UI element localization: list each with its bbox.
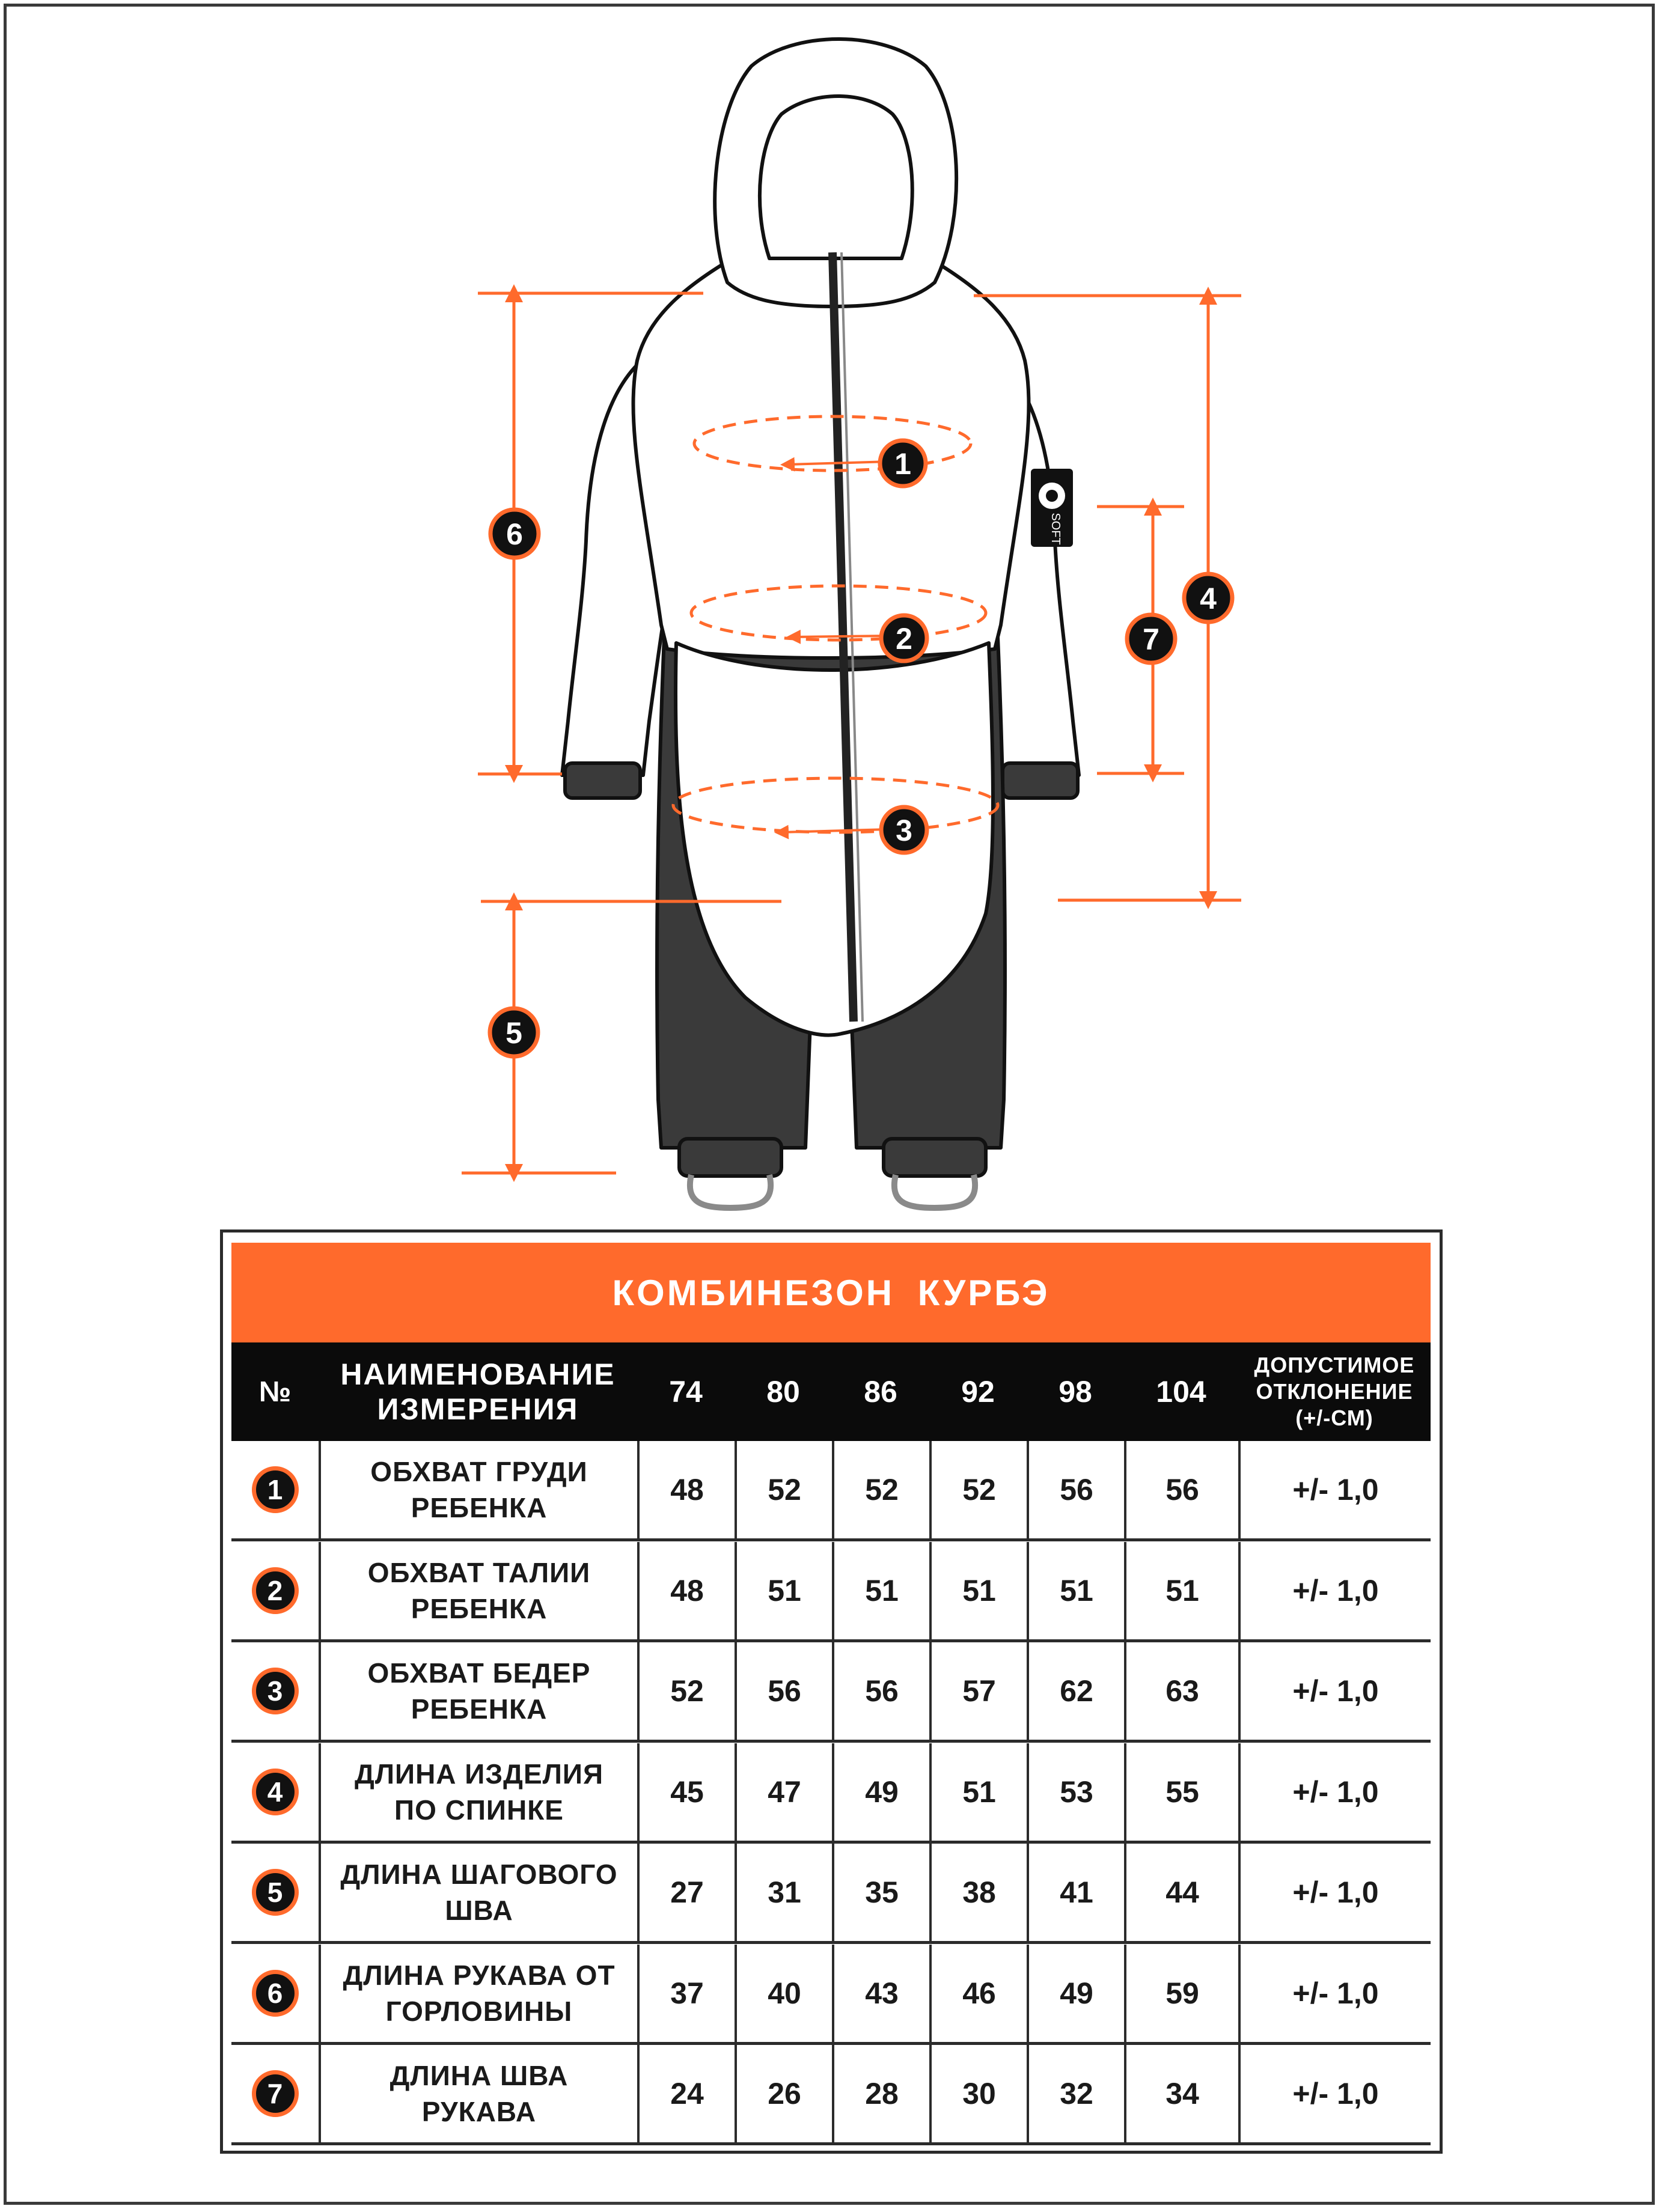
size-value-104: 34 [1124,2045,1238,2145]
tolerance-value: +/- 1,0 [1238,1743,1431,1844]
size-value-74: 37 [637,1945,735,2045]
size-value-92: 51 [929,1542,1027,1642]
header-size-92: 92 [961,1375,995,1409]
row-number-cell [231,1642,319,1743]
header-size-86: 86 [864,1375,897,1409]
tolerance-value: +/- 1,0 [1238,1945,1431,2045]
table-row [231,1542,1431,1642]
row-number-cell [231,2045,319,2145]
size-value-98: 51 [1027,1542,1124,1642]
row-number-cell [231,1945,319,2045]
size-value-104: 59 [1124,1945,1238,2045]
size-value-92: 57 [929,1642,1027,1743]
row-number-cell [231,1844,319,1944]
measurement-name: ОБХВАТ БЕДЕР РЕБЕНКА [319,1642,637,1743]
size-value-104: 63 [1124,1642,1238,1743]
size-value-92: 51 [929,1743,1027,1844]
svg-text:2: 2 [896,622,912,656]
row-number-badge: 3 [252,1668,299,1714]
row-number-badge: 4 [252,1769,299,1815]
measurement-name: ДЛИНА РУКАВА ОТ ГОРЛОВИНЫ [319,1945,637,2045]
row-number-cell [231,1743,319,1844]
header-size-104: 104 [1156,1375,1206,1409]
size-value-86: 35 [832,1844,929,1944]
callout-2 [881,615,927,661]
header-size-98: 98 [1059,1375,1092,1409]
size-value-98: 53 [1027,1743,1124,1844]
measurement-name: ДЛИНА ШВА РУКАВА [319,2045,637,2145]
size-value-80: 56 [735,1642,832,1743]
size-value-86: 43 [832,1945,929,2045]
tolerance-value: +/- 1,0 [1238,1642,1431,1743]
header-tolerance: ДОПУСТИМОЕ ОТКЛОНЕНИЕ (+/-СМ) [1254,1353,1415,1430]
measurement-name: ОБХВАТ ТАЛИИ РЕБЕНКА [319,1542,637,1642]
table-body [231,1441,1431,2146]
size-value-92: 38 [929,1844,1027,1944]
svg-text:3: 3 [896,814,912,847]
table-row [231,1642,1431,1743]
row-number-cell [231,1441,319,1541]
header-size-80: 80 [766,1375,800,1409]
size-value-74: 24 [637,2045,735,2145]
tolerance-value: +/- 1,0 [1238,1441,1431,1541]
table-row [231,2045,1431,2145]
measurement-name: ОБХВАТ ГРУДИ РЕБЕНКА [319,1441,637,1541]
callout-6 [490,510,539,558]
measurement-name: ДЛИНА ШАГОВОГО ШВА [319,1844,637,1944]
table-row [231,1743,1431,1844]
header-size-74: 74 [669,1375,703,1409]
callout-1 [880,440,926,486]
row-number-badge: 1 [252,1466,299,1513]
header-number: № [258,1376,292,1408]
size-value-104: 56 [1124,1441,1238,1541]
measurement-name: ДЛИНА ИЗДЕЛИЯ ПО СПИНКЕ [319,1743,637,1844]
size-value-104: 51 [1124,1542,1238,1642]
callout-7 [1127,615,1175,663]
tolerance-value: +/- 1,0 [1238,2045,1431,2145]
size-value-80: 47 [735,1743,832,1844]
size-value-98: 49 [1027,1945,1124,2045]
svg-text:7: 7 [1143,623,1159,656]
brand-badge-label: SOFT [1049,513,1062,545]
svg-text:4: 4 [1200,582,1217,615]
size-table [231,1243,1431,2146]
size-value-98: 32 [1027,2045,1124,2145]
row-number-badge: 2 [252,1567,299,1614]
size-value-92: 52 [929,1441,1027,1541]
callout-4 [1184,574,1232,622]
size-value-74: 52 [637,1642,735,1743]
size-value-86: 28 [832,2045,929,2145]
size-value-80: 26 [735,2045,832,2145]
size-value-74: 48 [637,1542,735,1642]
size-value-80: 51 [735,1542,832,1642]
jumpsuit-drawing [562,39,1079,1208]
table-row [231,1945,1431,2045]
table-row [231,1844,1431,1944]
tolerance-value: +/- 1,0 [1238,1844,1431,1944]
size-value-92: 30 [929,2045,1027,2145]
size-value-92: 46 [929,1945,1027,2045]
table-title: КОМБИНЕЗОН КУРБЭ [231,1243,1431,1342]
brand-badge [1031,469,1073,547]
row-number-cell [231,1542,319,1642]
callout-5 [490,1008,538,1056]
size-value-104: 44 [1124,1844,1238,1944]
size-value-98: 56 [1027,1441,1124,1541]
size-value-74: 27 [637,1844,735,1944]
size-value-74: 48 [637,1441,735,1541]
row-number-badge: 5 [252,1869,299,1916]
size-value-80: 40 [735,1945,832,2045]
size-value-74: 45 [637,1743,735,1844]
size-value-86: 52 [832,1441,929,1541]
table-row [231,1441,1431,1541]
svg-text:5: 5 [506,1016,522,1050]
row-number-badge: 7 [252,2070,299,2117]
size-value-98: 62 [1027,1642,1124,1743]
svg-text:6: 6 [506,517,523,551]
size-value-86: 51 [832,1542,929,1642]
svg-text:1: 1 [894,447,911,481]
size-value-86: 49 [832,1743,929,1844]
size-value-80: 52 [735,1441,832,1541]
header-measurement-name: НАИМЕНОВАНИЕ ИЗМЕРЕНИЯ [340,1357,616,1426]
size-value-80: 31 [735,1844,832,1944]
callout-3 [881,807,927,853]
row-number-badge: 6 [252,1970,299,2017]
size-value-98: 41 [1027,1844,1124,1944]
size-value-104: 55 [1124,1743,1238,1844]
table-header-row [231,1342,1431,1441]
tolerance-value: +/- 1,0 [1238,1542,1431,1642]
size-value-86: 56 [832,1642,929,1743]
